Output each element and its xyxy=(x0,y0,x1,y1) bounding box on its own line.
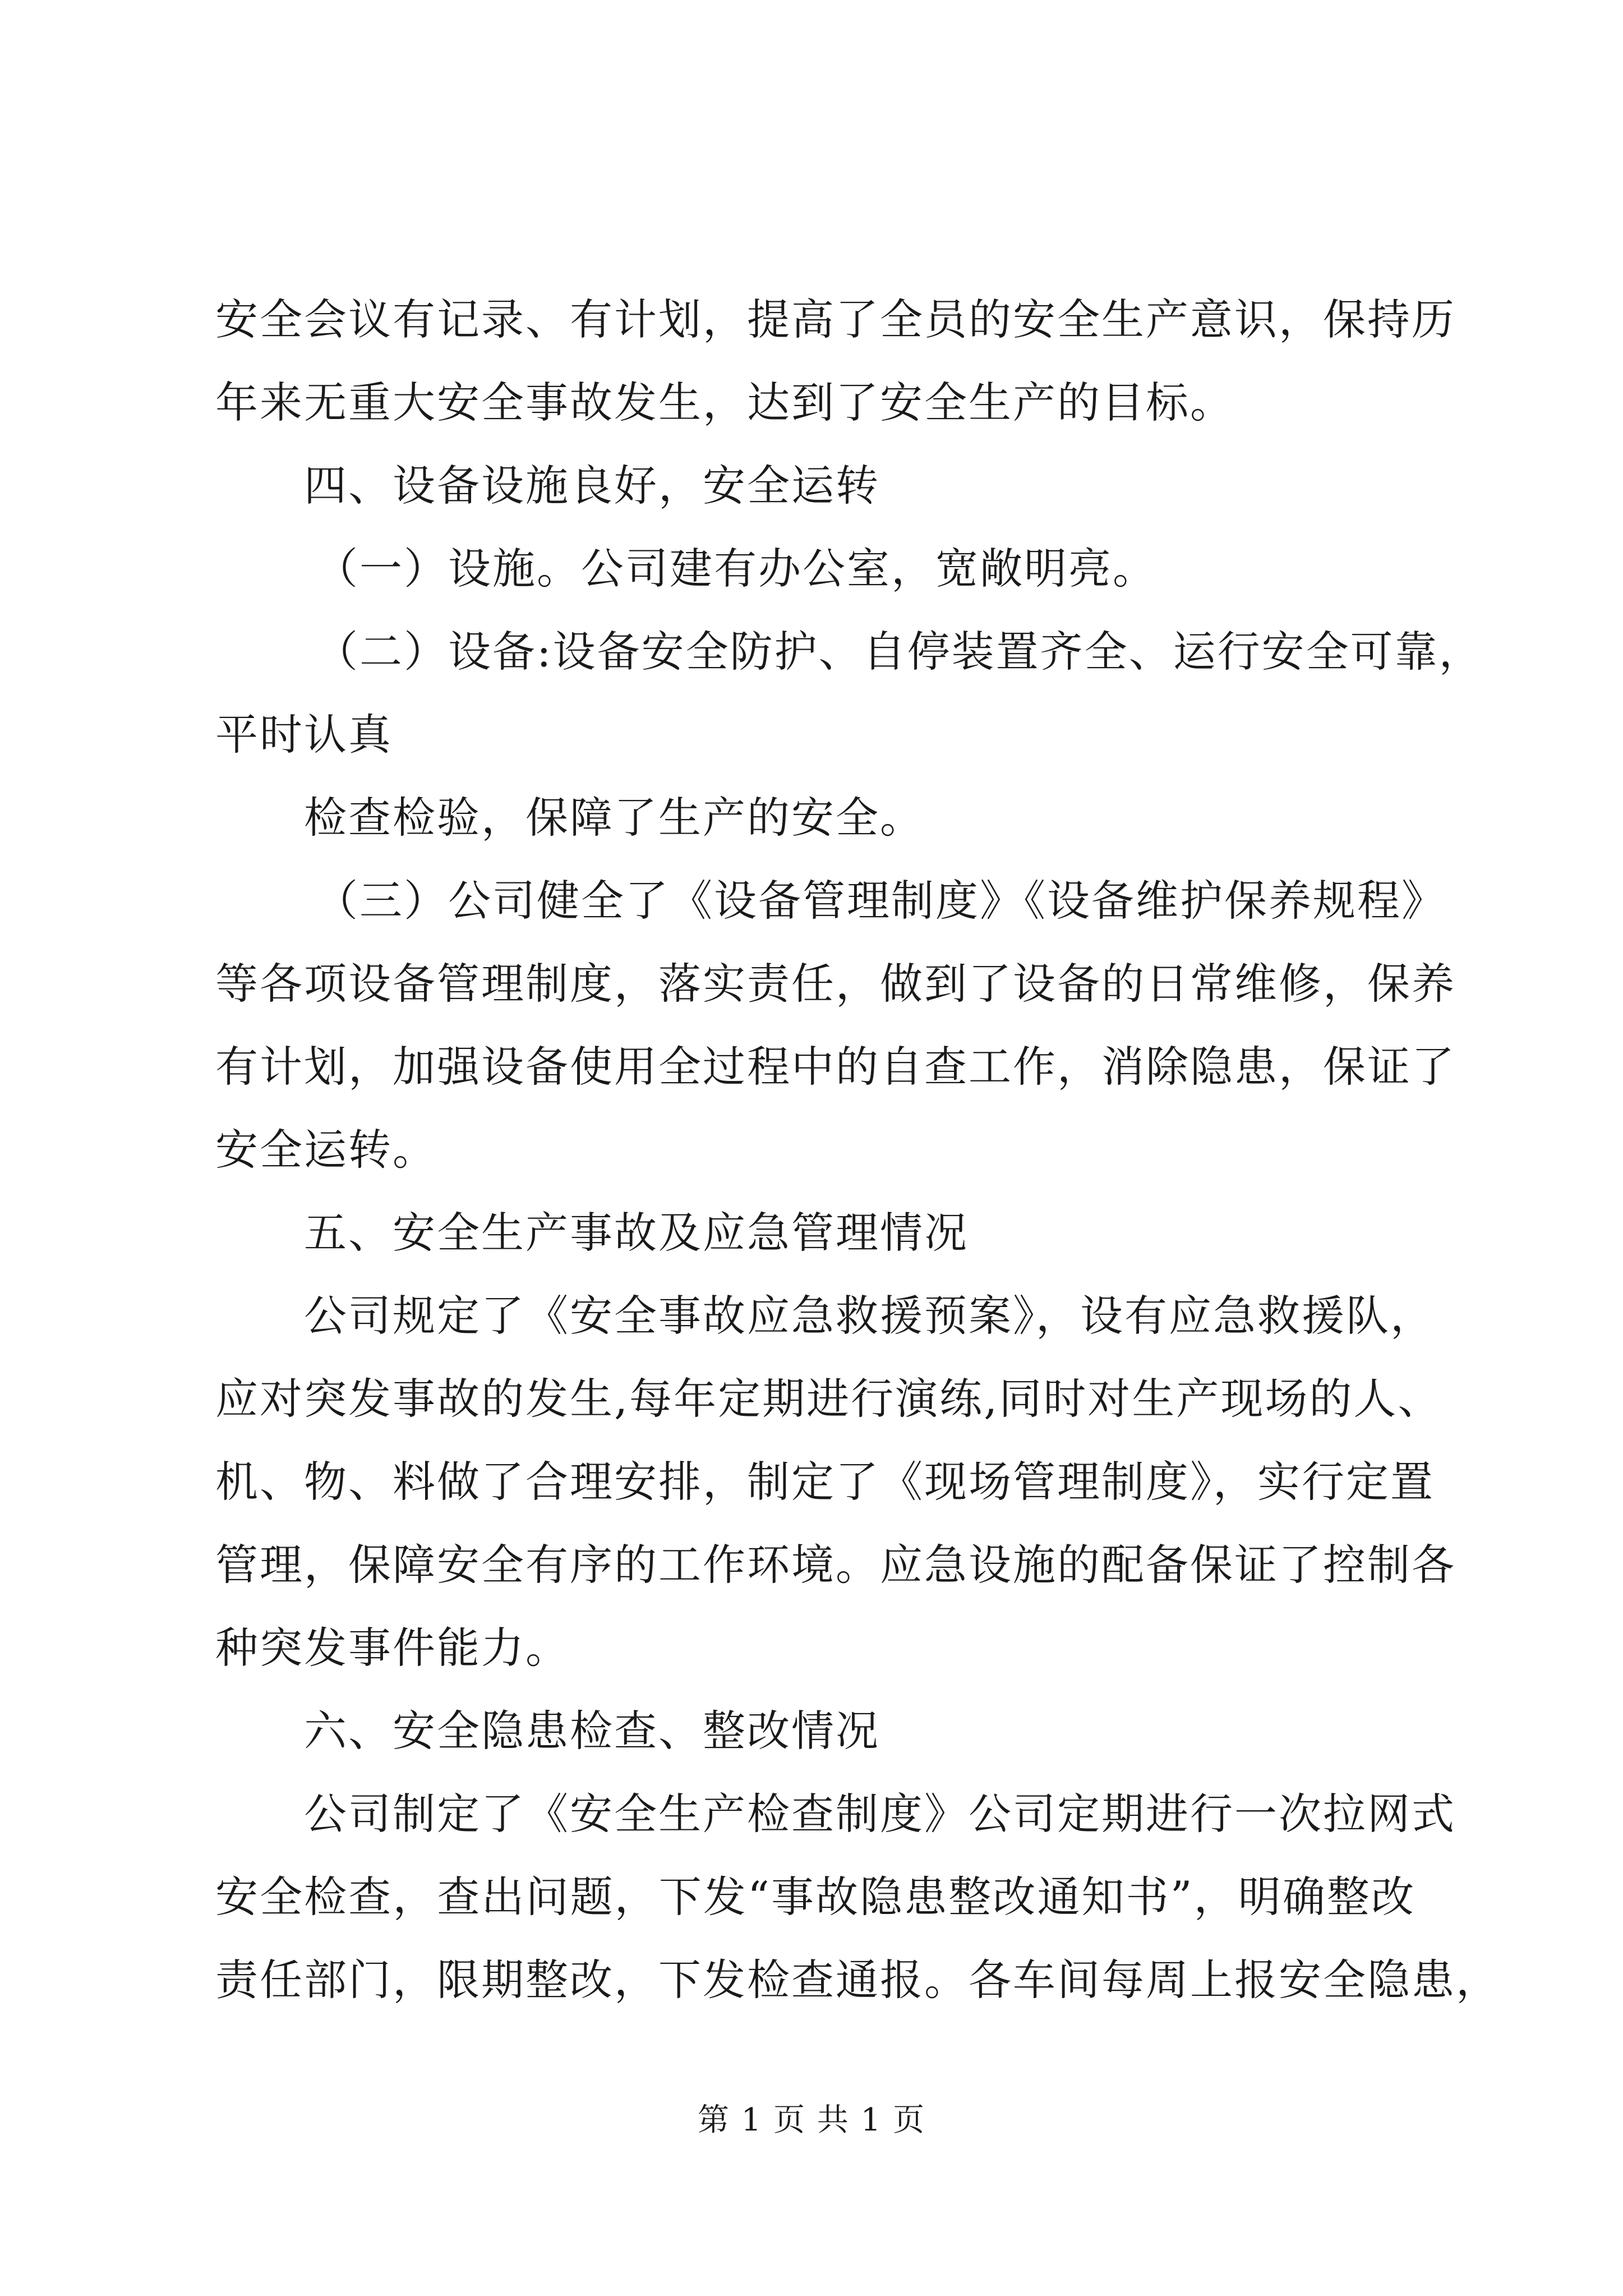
text-line: 年来无重大安全事故发生，达到了安全生产的目标。 xyxy=(215,378,1234,427)
text-line: 管理，保障安全有序的工作环境。应急设施的配备保证了控制各 xyxy=(215,1540,1456,1590)
text-line: 安全会议有记录、有计划，提高了全员的安全生产意识，保持历 xyxy=(215,295,1456,344)
text-line: 种突发事件能力。 xyxy=(215,1623,570,1673)
text-line: （一）设施。公司建有办公室，宽敞明亮。 xyxy=(315,544,1157,593)
text-line: 安全运转。 xyxy=(215,1125,437,1175)
text-line: 有计划，加强设备使用全过程中的自查工作，消除隐患，保证了 xyxy=(215,1042,1456,1092)
text-line: 平时认真 xyxy=(215,710,393,760)
text-line: 公司制定了《安全生产检查制度》公司定期进行一次拉网式 xyxy=(304,1789,1456,1839)
text-line: 等各项设备管理制度，落实责任，做到了设备的日常维修，保养 xyxy=(215,959,1456,1009)
text-line: 安全检查，查出问题，下发“事故隐患整改通知书”，明确整改 xyxy=(215,1872,1415,1922)
text-line: （二）设备:设备安全防护、自停装置齐全、运行安全可靠， xyxy=(315,627,1483,677)
section-heading: 六、安全隐患检查、整改情况 xyxy=(304,1706,880,1756)
text-line: 公司规定了《安全事故应急救援预案》，设有应急救援队， xyxy=(304,1291,1435,1341)
section-heading: 五、安全生产事故及应急管理情况 xyxy=(304,1208,969,1258)
text-line: 检查检验，保障了生产的安全。 xyxy=(304,793,924,843)
text-line: 机、物、料做了合理安排，制定了《现场管理制度》，实行定置 xyxy=(215,1457,1435,1507)
section-heading: 四、设备设施良好，安全运转 xyxy=(304,461,880,510)
text-line: 应对突发事故的发生,每年定期进行演练,同时对生产现场的人、 xyxy=(215,1374,1442,1424)
page-number-footer: 第 1 页 共 1 页 xyxy=(697,2102,926,2138)
text-line: 责任部门，限期整改，下发检查通报。各车间每周上报安全隐患， xyxy=(215,1955,1500,2005)
text-line: （三）公司健全了《设备管理制度》《设备维护保养规程》 xyxy=(315,876,1446,926)
